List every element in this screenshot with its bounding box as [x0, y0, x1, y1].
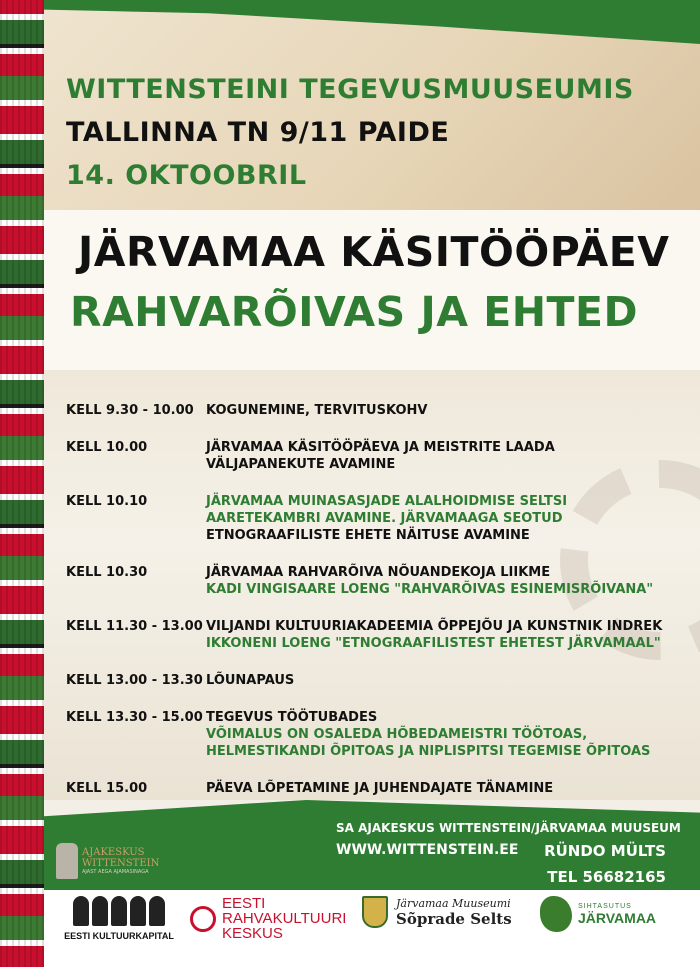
program-schedule — [66, 402, 676, 797]
address-line: TALLINNA TN 9/11 PAIDE — [66, 117, 450, 148]
folk-pattern-stripe — [0, 0, 44, 967]
sihtasutus-jarvamaa-logo — [540, 896, 656, 932]
schedule-time: KELL 11.30 - 13.00 — [66, 619, 203, 634]
wittenstein-logo-sub: AJAST AEGA AJAMASINAGA — [82, 869, 149, 875]
schedule-time: KELL 9.30 - 10.00 — [66, 403, 194, 418]
schedule-description-line: VÄLJAPANEKUTE AVAMINE — [206, 457, 396, 472]
schedule-description-line: PÄEVA LÕPETAMINE JA JUHENDAJATE TÄNAMINE — [206, 781, 554, 796]
schedule-description — [206, 709, 676, 760]
schedule-row — [66, 672, 676, 689]
schedule-time: KELL 15.00 — [66, 781, 148, 796]
footer-contact — [336, 820, 681, 886]
jms-line2: Sõprade Selts — [396, 909, 512, 928]
schedule-row — [66, 564, 676, 598]
schedule-row — [66, 618, 676, 652]
phone-number: TEL 56682165 — [547, 868, 666, 886]
jms-line1: Järvamaa Muuseumi — [396, 896, 511, 910]
kultuurkapital-logo — [56, 896, 182, 941]
venue-line: WITTENSTEINI TEGEVUSMUUSEUMIS — [66, 74, 634, 105]
schedule-row — [66, 709, 676, 760]
schedule-description — [206, 564, 676, 598]
contact-name: RÜNDO MÜLTS — [544, 842, 666, 860]
schedule-description-line: JÄRVAMAA RAHVARÕIVA NÕUANDEKOJA LIIKME — [206, 565, 551, 580]
schedule-description — [206, 439, 676, 473]
rahvakultuuri-emblem-icon — [190, 906, 216, 932]
schedule-description-line: ETNOGRAAFILISTE EHETE NÄITUSE AVAMINE — [206, 528, 530, 543]
wittenstein-figure-icon — [56, 843, 78, 879]
schedule-description-line: LÕUNAPAUS — [206, 673, 295, 688]
erk-line2: RAHVAKULTUURI — [222, 910, 347, 927]
schedule-time: KELL 10.00 — [66, 440, 148, 455]
event-subtitle: RAHVARÕIVAS JA EHTED — [70, 288, 639, 336]
schedule-description — [206, 402, 676, 419]
schedule-description-line: IKKONENI LOENG "ETNOGRAAFILISTEST EHETEST JÄRVAMAAL" — [206, 636, 661, 651]
event-header — [66, 68, 634, 197]
schedule-description-line: KADI VINGISAARE LOENG "RAHVARÕIVAS ESINEMISRÕIVANA" — [206, 582, 654, 597]
schedule-time: KELL 13.30 - 15.00 — [66, 710, 203, 725]
schedule-description — [206, 672, 676, 689]
schedule-row — [66, 439, 676, 473]
schedule-time: KELL 10.30 — [66, 565, 148, 580]
schedule-description-line: HELMESTIKANDI ÕPITOAS JA NIPLISPITSI TEGEMISE ÕPITOAS — [206, 744, 651, 759]
schedule-row — [66, 780, 676, 797]
schedule-description-line: VÕIMALUS ON OSALEDA HÕBEDAMEISTRI TÖÖTOAS, — [206, 727, 588, 742]
schedule-description-line: JÄRVAMAA KÄSITÖÖPÄEVA JA MEISTRITE LAADA — [206, 440, 555, 455]
muuseumi-soprade-selts-logo — [362, 896, 512, 928]
event-title: JÄRVAMAA KÄSITÖÖPÄEV — [78, 228, 670, 276]
coat-of-arms-icon — [362, 896, 388, 928]
schedule-time: KELL 13.00 - 13.30 — [66, 673, 203, 688]
schedule-description — [206, 493, 676, 544]
rahvakultuuri-keskus-logo — [190, 896, 346, 941]
schedule-description-line: AARETEKAMBRI AVAMINE. JÄRVAMAAGA SEOTUD — [206, 511, 563, 526]
wittenstein-logo-line2: WITTENSTEIN — [82, 858, 160, 869]
schedule-description-line: KOGUNEMINE, TERVITUSKOHV — [206, 403, 428, 418]
kultuurkapital-label: EESTI KULTUURKAPITAL — [64, 931, 174, 941]
sihtasutus-leaf-icon — [540, 896, 572, 932]
schedule-description — [206, 780, 676, 797]
erk-line1: EESTI — [222, 895, 266, 912]
organizer-text: SA AJAKESKUS WITTENSTEIN/JÄRVAMAA MUUSEUM — [336, 821, 681, 835]
schedule-row — [66, 493, 676, 544]
wittenstein-logo — [56, 840, 186, 882]
wittenstein-logo-line1: AJAKESKUS — [82, 847, 145, 858]
schedule-row — [66, 402, 676, 419]
erk-line3: KESKUS — [222, 925, 283, 942]
schedule-description-line: VILJANDI KULTUURIAKADEEMIA ÕPPEJÕU JA KUNSTNIK INDREK — [206, 619, 663, 634]
kultuurkapital-figures-icon — [73, 896, 165, 926]
sj-line2: JÄRVAMAA — [578, 909, 657, 926]
schedule-description — [206, 618, 676, 652]
schedule-time: KELL 10.10 — [66, 494, 148, 509]
sj-line1: SIHTASUTUS — [578, 902, 632, 910]
date-line: 14. OKTOOBRIL — [66, 160, 307, 191]
website-link[interactable]: WWW.WITTENSTEIN.EE — [336, 842, 519, 858]
schedule-description-line: JÄRVAMAA MUINASASJADE ALALHOIDMISE SELTSI — [206, 494, 568, 509]
schedule-description-line: TEGEVUS TÖÖTUBADES — [206, 710, 378, 725]
